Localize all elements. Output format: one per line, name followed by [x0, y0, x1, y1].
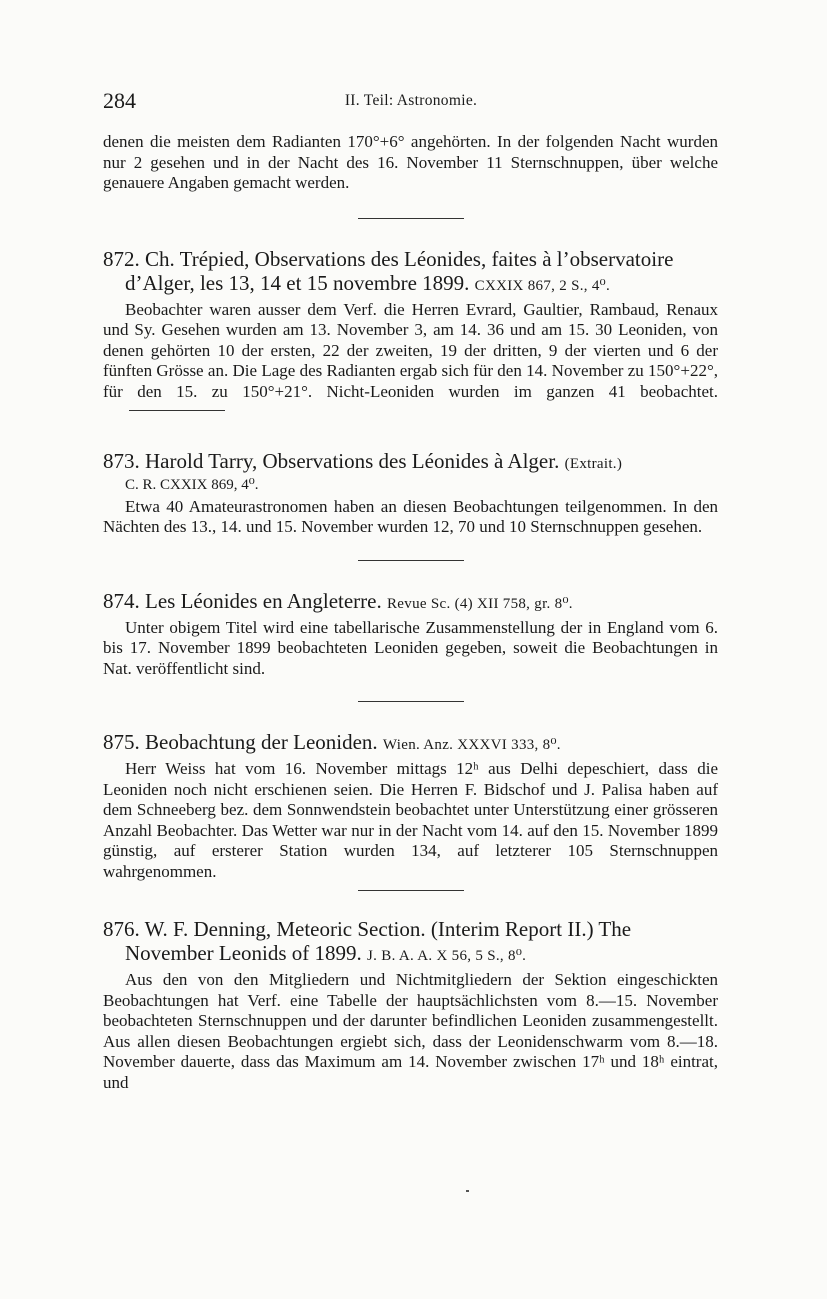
- entry-body: Herr Weiss hat vom 16. November mittags 12ʰ aus Delhi depeschiert, dass die Leoniden noch nicht erschienen seien. Die Herren F. Bidschof und J. Palisa haben auf dem Schneeberg bez. dem Sonnwendstein beobachtet unter Unterstützung einer grösseren Anzahl Beobachter. Das Wetter war nur in der Nacht vom 14. auf den 15. November 1899 günstig, auf ersterer Station wurden 134, auf letzterer 105 Sternschnuppen wahrgenommen.: [103, 759, 718, 881]
- entry-876: [103, 917, 718, 1093]
- page-number: 284: [103, 88, 136, 113]
- section-divider: [358, 560, 464, 561]
- entry-heading: [103, 449, 718, 476]
- entry-title: 876. W. F. Denning, Meteoric Section. (Interim Report II.) The November Leonids of 1899.: [103, 917, 632, 965]
- entry-body: [103, 300, 718, 423]
- entry-body: Unter obigem Titel wird eine tabellarische Zusammenstellung der in England vom 6. bis 17. November 1899 beobachteten Leoniden gegeben, soweit die Beobachtungen in Nat. veröffentlicht sind.: [103, 617, 718, 678]
- section-divider: [358, 701, 464, 702]
- section-divider: [358, 890, 464, 891]
- page-header: [103, 88, 719, 114]
- entry-875: [103, 730, 718, 882]
- entry-source: C. R. CXXIX 869, 4⁰.: [125, 476, 259, 493]
- entry-source: CXXIX 867, 2 S., 4⁰.: [474, 277, 611, 294]
- entry-title: 873. Harold Tarry, Observations des Léonides à Alger.: [103, 448, 560, 473]
- entry-title: 875. Beobachtung der Leoniden.: [103, 730, 378, 754]
- print-speck: [466, 1190, 469, 1192]
- entry-source: Revue Sc. (4) XII 758, gr. 8⁰.: [387, 595, 573, 612]
- entry-title: 872. Ch. Trépied, Observations des Léonides, faites à l’observatoire d’Alger, les 13, 14 et 15 novembre 1899.: [103, 246, 674, 295]
- entry-text: Beobachter waren ausser dem Verf. die Herren Evrard, Gaultier, Rambaud, Renaux und Sy. Gesehen wurden am 13. November 3, am 14. 36 und am 15. 30 Leoniden, von denen gehörten 10 der ersten, 22 der zweiten, 19 der dritten, 9 der vierten und 6 der fünften Grösse an. Die Lage des Radianten ergab sich für den 14. November zu 150°+22°, für den 15. zu 150°+21°. Nicht-Leoniden wurden im ganzen 41 beobachtet.: [103, 299, 718, 401]
- page-body: [103, 132, 718, 1093]
- entry-source-extra: (Extrait.): [564, 455, 623, 472]
- entry-873: [103, 449, 718, 538]
- entry-heading: [103, 730, 718, 757]
- entry-title: 874. Les Léonides en Angleterre.: [103, 588, 382, 613]
- entry-heading: [103, 589, 718, 616]
- entry-872: [103, 247, 718, 423]
- section-divider: [129, 410, 225, 411]
- entry-source: J. B. A. A. X 56, 5 S., 8⁰.: [367, 948, 527, 964]
- entry-source: Wien. Anz. XXXVI 333, 8⁰.: [382, 737, 561, 753]
- entry-body: Etwa 40 Amateurastronomen haben an diesen Beobachtungen teilgenommen. In den Nächten des 13., 14. und 15. November wurden 12, 70 und 10 Sternschnuppen gesehen.: [103, 496, 718, 536]
- continuation-paragraph: denen die meisten dem Radianten 170°+6° angehörten. In der folgenden Nacht wurden nur 2 gesehen und in der Nacht des 16. November 11 Sternschnuppen, über welche genauere Angaben gemacht werden.: [103, 132, 718, 192]
- running-title: II. Teil: Astronomie.: [344, 92, 478, 109]
- entry-body: Aus den von den Mitgliedern und Nichtmitgliedern der Sektion eingeschickten Beobachtungen hat Verf. eine Tabelle der hauptsächlichsten vom 8.—15. November beobachteten Sternschnuppen und der darunter befindlichen Leoniden zusammengestellt. Aus allen diesen Beobachtungen ergiebt sich, dass der Leonidenschwarm vom 8.—18. November dauerte, dass das Maximum am 14. November zwischen 17ʰ und 18ʰ eintrat, und: [103, 970, 718, 1092]
- entry-heading: [103, 247, 718, 298]
- entry-heading: [103, 917, 718, 968]
- entry-874: [103, 589, 718, 680]
- section-divider: [358, 218, 464, 219]
